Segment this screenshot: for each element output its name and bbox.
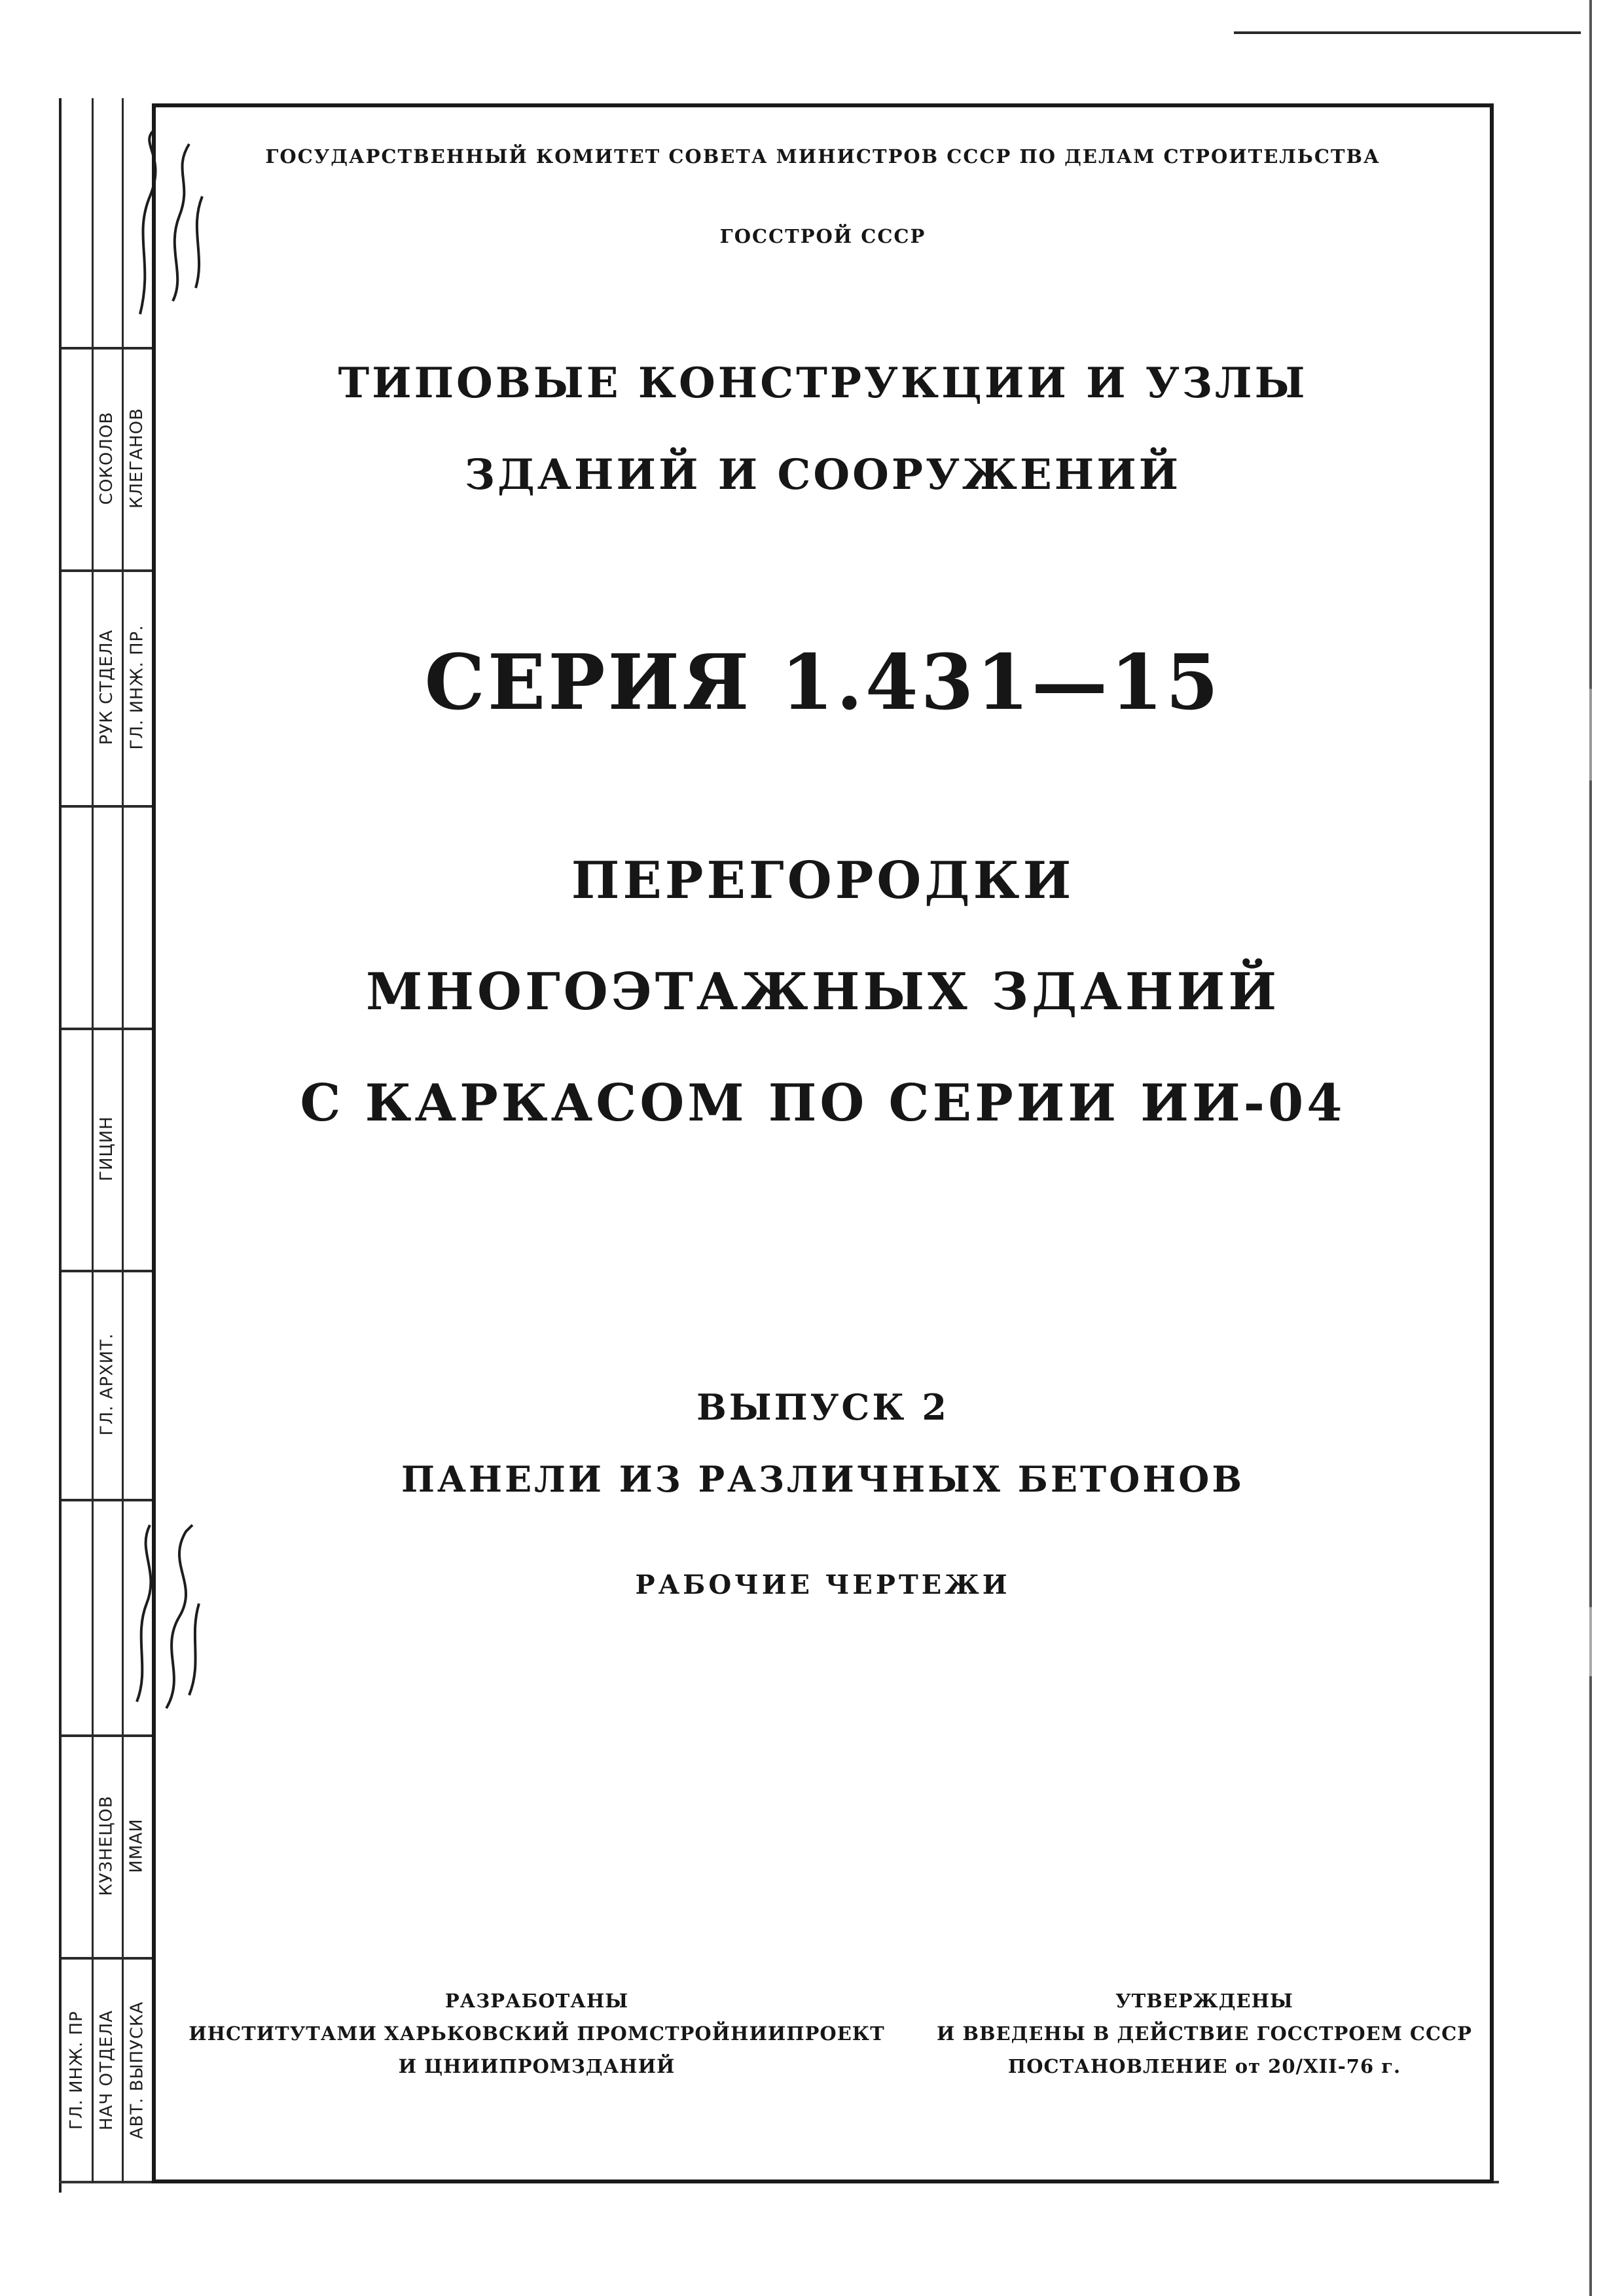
stamp-position-chief-eng: ГЛ. ИНЖ. ПР. [127, 624, 147, 750]
approved-by-line-1: И ВВЕДЕНЫ В ДЕЙСТВИЕ ГОССТРОЕМ СССР [937, 2022, 1472, 2045]
developed-by-line-2: И ЦНИИПРОМЗДАНИЙ [398, 2055, 676, 2077]
subject-line-1: ПЕРЕГОРОДКИ [571, 851, 1075, 910]
issue-number: ВЫПУСК 2 [696, 1386, 949, 1428]
stamp-cell [92, 347, 122, 569]
stamp-cell [122, 569, 152, 805]
stamp-chief-architect: ГЛ. АРХИТ. [97, 1333, 117, 1436]
issue-type: РАБОЧИЕ ЧЕРТЕЖИ [635, 1570, 1011, 1600]
stamp-bottom-head-dept: НАЧ ОТДЕЛА [97, 2010, 117, 2130]
subject-line-2: МНОГОЭТАЖНЫХ ЗДАНИЙ [365, 962, 1280, 1022]
committee-heading: ГОСУДАРСТВЕННЫЙ КОМИТЕТ СОВЕТА МИНИСТРОВ СССР ПО ДЕЛАМ СТРОИТЕЛЬСТВА [265, 145, 1380, 168]
stamp-name-kleganov: КЛЕГАНОВ [127, 408, 147, 509]
title-line-1: ТИПОВЫЕ КОНСТРУКЦИИ И УЗЛЫ [338, 359, 1308, 408]
right-page-edge [1589, 0, 1592, 2296]
title-block-strip [62, 98, 152, 2183]
stamp-cell [122, 1957, 152, 2183]
gosstroy-heading: ГОССТРОЙ СССР [719, 225, 926, 247]
stamp-cell [122, 347, 152, 569]
developed-label: РАЗРАБОТАНЫ [444, 1990, 629, 2012]
issue-name: ПАНЕЛИ ИЗ РАЗЛИЧНЫХ БЕТОНОВ [401, 1458, 1244, 1500]
subject-line-3: С КАРКАСОМ ПО СЕРИИ ИИ-04 [300, 1073, 1346, 1133]
stamp-cell [92, 1028, 122, 1270]
stamp-cell [122, 1734, 152, 1957]
stamp-position-head-dept: РУК СТДЕЛА [97, 629, 117, 745]
stamp-cell [92, 569, 122, 805]
top-edge-rule [1234, 31, 1581, 34]
stamp-name-gitsin: ГИЦИН [97, 1116, 117, 1181]
stamp-cell [92, 1270, 122, 1499]
document-frame [152, 103, 1494, 2183]
stamp-name-kuznetsov: КУЗНЕЦОВ [97, 1795, 117, 1896]
stamp-cell [62, 1957, 92, 2183]
approval-decree: ПОСТАНОВЛЕНИЕ от 20/XII-76 г. [1007, 2055, 1401, 2077]
approved-label: УТВЕРЖДЕНЫ [1115, 1990, 1293, 2012]
strip-row-divider [62, 805, 152, 808]
stamp-bottom-author: АВТ. ВЫПУСКА [127, 2001, 147, 2140]
strip-row-divider [62, 1499, 152, 1501]
series-number: СЕРИЯ 1.431—15 [424, 638, 1221, 727]
stamp-bottom-chief-eng: ГЛ. ИНЖ. ПР [67, 2011, 87, 2130]
title-line-2: ЗДАНИЙ И СООРУЖЕНИЙ [464, 450, 1182, 499]
stamp-name-imai: ИМАИ [127, 1818, 147, 1873]
developed-by-line-1: ИНСТИТУТАМИ ХАРЬКОВСКИЙ ПРОМСТРОЙНИИПРОЕКТ [189, 2022, 885, 2045]
stamp-cell [92, 1734, 122, 1957]
stamp-cell [92, 1957, 122, 2183]
stamp-name-sokolov: СОКОЛОВ [97, 411, 117, 505]
